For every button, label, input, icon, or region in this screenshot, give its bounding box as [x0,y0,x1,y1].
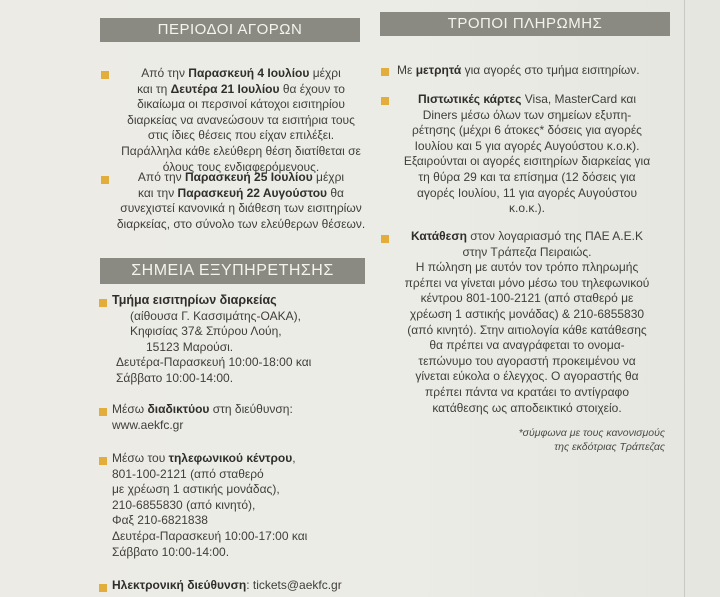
bullet-icon [101,71,109,79]
bullet-icon [101,176,109,184]
ticket-office-info: Τμήμα εισιτηρίων διαρκείας (αίθουσα Γ. Κασσιμάτης-ΟΑΚΑ), Κηφισίας 37& Σπύρου Λούη, 15123 Μαρούσι. Δευτέρα-Παρασκευή 10:00-18:00 και Σάββατο 10:00-14:00. [112,293,312,385]
card-payment: Πιστωτικές κάρτες Visa, MasterCard και Diners μέσω όλων των σημείων εξυπη- ρέτησης (μέχρι 6 άτοκες* δόσεις για αγορές Ιουλίου και 5 για αγορές Αυγούστου κ.ο.κ). Εξαιρούνται οι αγορές εισιτηρίων διαρκείας για τη θύρα 29 και τα επίσημα (12 δόσεις για αγορές Ιουλίου, 11 για αγορές Αυγούστου κ.ο.κ.). [403,92,651,216]
purchase-period-1: Από την Παρασκευή 4 Ιουλίου μέχρι και τη Δευτέρα 21 Ιουλίου θα έχουν το δικαίωμα οι περσινοί κάτοχοι εισιτηρίου διαρκείας να ανανεώσουν τα εισιτήρια τους στις ίδιες θέσεις που είχαν επιλέξει. Παράλληλα κάθε ελεύθερη θέση διατίθεται σε όλους τους ενδιαφερόμενους. [121,66,361,174]
email-info: Ηλεκτρονική διεύθυνση: tickets@aekfc.gr [112,578,342,592]
bullet-icon [381,68,389,76]
website-link[interactable]: www.aekfc.gr [112,417,184,432]
bullet-icon [99,457,107,465]
payment-methods-heading: ΤΡΟΠΟΙ ΠΛΗΡΩΜΗΣ [380,12,670,36]
bullet-icon [99,584,107,592]
phone-center-info: Μέσω του τηλεφωνικού κέντρου, 801-100-2121 (από σταθερό με χρέωση 1 αστικής μονάδας), 210-6855830 (από κινητό), Φαξ 210-6821838 Δευτέρα-Παρασκευή 10:00-17:00 και Σάββατο 10:00-14:00. [112,451,308,559]
bullet-icon [381,235,389,243]
bullet-icon [381,97,389,105]
email-link[interactable]: : tickets@aekfc.gr [246,578,342,592]
purchase-period-2: Από την Παρασκευή 25 Ιουλίου μέχρι και την Παρασκευή 22 Αυγούστου θα συνεχιστεί κανονικά η διάθεση των εισιτηρίων διαρκείας, στο σύνολο των ελεύθερων θέσεων. [116,170,366,231]
page-edge-rule [684,0,685,597]
service-points-heading: ΣΗΜΕΙΑ ΕΞΥΠΗΡΕΤΗΣΗΣ [100,258,365,284]
bank-footnote: *σύμφωνα με τους κανονισμούς της εκδότριας Τράπεζας [518,427,665,453]
purchase-periods-heading: ΠΕΡΙΟΔΟΙ ΑΓΟΡΩΝ [100,18,360,42]
deposit-payment: Κατάθεση στον λογαριασμό της ΠΑΕ Α.Ε.Κ στην Τράπεζα Πειραιώς. Η πώληση με αυτόν τον τρόπο πληρωμής πρέπει να γίνεται μόνο μέσω του τηλεφωνικού κέντρου 801-100-2121 (από σταθερό με χρέωση 1 αστικής μονάδας) & 210-6855830 (από κινητό). Στην αιτιολογία κάθε κατάθεσης θα πρέπει να αναγράφεται το ονομα- τεπώνυμο του αγοραστή προκειμένου να γίνεται εύκολα ο έλεγχος. Ο αγοραστής θα πρέπει πάντα να κρατάει το αντίγραφο κατάθεσης ως αποδεικτικό στοιχείο. [404,229,650,415]
bullet-icon [99,408,107,416]
bullet-icon [99,299,107,307]
cash-payment: Με μετρητά για αγορές στο τμήμα εισιτηρίων. [397,63,640,77]
internet-info: Μέσω διαδικτύου στη διεύθυνση: www.aekfc.gr [112,402,362,433]
